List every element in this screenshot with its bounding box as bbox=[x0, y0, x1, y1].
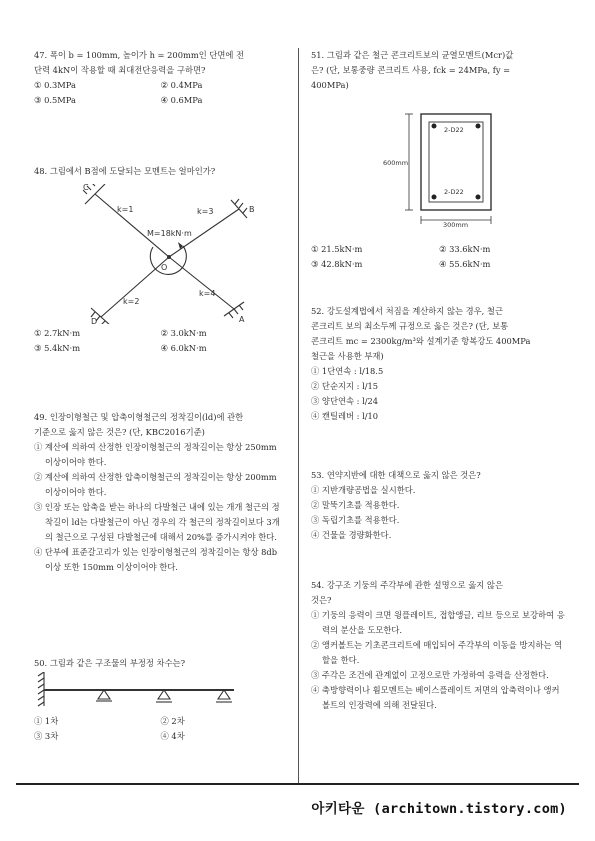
question-51-line-2: 은? (단, 보통중량 콘크리트 사용, fck = 24MPa, fy = bbox=[311, 65, 511, 75]
label-b: B bbox=[249, 205, 255, 214]
question-48-options bbox=[34, 326, 287, 356]
stiffness-k3: k=3 bbox=[197, 207, 214, 216]
option-2[interactable]: ② 2차 bbox=[160, 716, 185, 726]
column-divider bbox=[298, 48, 299, 783]
moment-arrow bbox=[150, 246, 186, 274]
option-1[interactable]: ① 0.3MPa bbox=[34, 80, 76, 90]
beam-section-figure bbox=[383, 110, 503, 228]
question-48-text: 48. 그림에서 B점에 도달되는 모멘트는 얼마인가? bbox=[34, 166, 216, 176]
option-1[interactable]: ① 기둥의 응력이 크면 윙플레이트, 접합앵글, 리브 등으로 보강하여 응력의 분산을 도모한다. bbox=[311, 610, 565, 635]
question-47-line-1: 47. 폭이 b = 100mm, 높이가 h = 200mm인 단면에 전 bbox=[34, 50, 245, 60]
label-d: D bbox=[91, 317, 98, 324]
moment-distribution-figure bbox=[79, 184, 279, 324]
moment-label: M=18kN·m bbox=[147, 229, 192, 238]
question-50-text: 50. 그림과 같은 구조물의 부정정 차수는? bbox=[34, 658, 186, 668]
member-od bbox=[101, 257, 169, 317]
footer-source: 아키타운 (architown.tistory.com) bbox=[311, 801, 567, 817]
pin-support-1 bbox=[98, 690, 110, 699]
fixed-support-b bbox=[231, 199, 247, 218]
question-47-line-2: 단력 4kN이 작용할 때 최대전단응력을 구하면? bbox=[34, 65, 206, 75]
stiffness-k2: k=2 bbox=[123, 297, 140, 306]
question-48 bbox=[34, 164, 287, 353]
bottom-bar-left bbox=[432, 195, 437, 200]
question-51-line-1: 51. 그림과 같은 철근 콘크리트보의 균열모멘트(Mcr)값 bbox=[311, 50, 514, 60]
option-4[interactable]: ④ 4차 bbox=[160, 731, 185, 741]
option-4[interactable]: ④ 단부에 표준갈고리가 있는 인장이형철근의 정착길이는 항상 8db 이상 또한 150mm 이상이어야 한다. bbox=[34, 547, 278, 572]
question-54-line-1: 54. 강구조 기둥의 주각부에 관한 설명으로 옳지 않은 bbox=[311, 580, 503, 590]
question-49-line-2: 기준으로 옳지 않은 것은? (단, KBC2016기준) bbox=[34, 427, 205, 437]
option-1[interactable]: ① 1단연속 : l/18.5 bbox=[311, 366, 384, 376]
option-3[interactable]: ③ 5.4kN·m bbox=[34, 343, 81, 353]
member-oa bbox=[169, 257, 234, 309]
roller-support-2 bbox=[218, 690, 230, 699]
option-3[interactable]: ③ 인장 또는 압축을 받는 하나의 다발철근 내에 있는 개개 철근의 정착길이 ld는 다발철근이 아닌 경우의 각 철근의 정착길이보다 3개의 철근으로 구성된 다발철근에 대해서 20%를 증가시켜야 한다. bbox=[34, 502, 280, 542]
footer-divider bbox=[16, 783, 579, 785]
question-50 bbox=[34, 656, 287, 741]
option-2[interactable]: ② 말뚝기초를 적용한다. bbox=[311, 500, 400, 510]
option-4[interactable]: ④ 6.0kN·m bbox=[160, 343, 207, 353]
top-bar-right bbox=[476, 124, 481, 129]
question-47 bbox=[34, 48, 287, 108]
option-1[interactable]: ① 21.5kN·m bbox=[311, 244, 363, 254]
question-47-options bbox=[34, 78, 287, 108]
label-o: O bbox=[161, 263, 168, 272]
question-49-line-1: 49. 인장이형철근 및 압축이형철근의 정착길이(ld)에 관한 bbox=[34, 412, 244, 422]
label-c: C bbox=[83, 184, 89, 192]
option-1[interactable]: ① 지반개량공법을 실시한다. bbox=[311, 485, 416, 495]
option-4[interactable]: ④ 0.6MPa bbox=[160, 95, 203, 105]
member-oc bbox=[95, 194, 169, 257]
option-4[interactable]: ④ 캔틸레버 : l/10 bbox=[311, 411, 379, 421]
option-2[interactable]: ② 단순지지 : l/15 bbox=[311, 381, 379, 391]
option-2[interactable]: ② 3.0kN·m bbox=[160, 328, 207, 338]
question-52-line-2: 콘크리트 보의 최소두께 규정으로 옳은 것은? (단, 보통 bbox=[311, 321, 509, 331]
option-2[interactable]: ② 0.4MPa bbox=[160, 80, 203, 90]
question-52 bbox=[311, 304, 567, 424]
option-3[interactable]: ③ 독립기초를 적용한다. bbox=[311, 515, 400, 525]
question-53-text: 53. 연약지반에 대한 대책으로 옳지 않은 것은? bbox=[311, 470, 481, 480]
question-49 bbox=[34, 410, 287, 575]
question-54 bbox=[311, 578, 567, 713]
option-3[interactable]: ③ 42.8kN·m bbox=[311, 259, 363, 269]
joint-o bbox=[167, 255, 171, 259]
width-label: 300mm bbox=[443, 221, 469, 228]
question-53 bbox=[311, 468, 567, 543]
question-51-options bbox=[311, 242, 567, 272]
question-54-line-2: 것은? bbox=[311, 595, 332, 605]
option-4[interactable]: ④ 축방향력이나 휨모멘트는 베이스플레이트 저면의 압축력이나 앵커볼트의 인장력에 의해 전달된다. bbox=[311, 685, 560, 710]
roller-support-1 bbox=[158, 690, 170, 699]
option-4[interactable]: ④ 55.6kN·m bbox=[439, 259, 491, 269]
bottom-bars-label: 2-D22 bbox=[444, 188, 464, 196]
stiffness-k1: k=1 bbox=[117, 205, 134, 214]
structure-figure bbox=[34, 672, 264, 712]
question-51 bbox=[311, 48, 567, 269]
top-bars-label: 2-D22 bbox=[444, 126, 464, 134]
option-3[interactable]: ③ 양단연속 : l/24 bbox=[311, 396, 379, 406]
option-4[interactable]: ④ 건물을 경량화한다. bbox=[311, 530, 392, 540]
option-2[interactable]: ② 앵커볼트는 기초콘크리트에 매입되어 주각부의 이동을 방지하는 역할을 한다. bbox=[311, 640, 563, 665]
question-50-options bbox=[34, 714, 287, 744]
option-3[interactable]: ③ 주각은 조건에 관계없이 고정으로만 가정하여 응력을 산정한다. bbox=[311, 670, 549, 680]
stiffness-k4: k=4 bbox=[199, 289, 216, 298]
question-52-line-4: 철근을 사용한 부재) bbox=[311, 351, 384, 361]
option-2[interactable]: ② 계산에 의하여 산정한 압축이형철근의 정착길이는 항상 200mm 이상이어야 한다. bbox=[34, 472, 277, 497]
option-2[interactable]: ② 33.6kN·m bbox=[439, 244, 491, 254]
option-3[interactable]: ③ 3차 bbox=[34, 731, 59, 741]
option-1[interactable]: ① 계산에 의하여 산정한 인장이형철근의 정착길이는 항상 250mm 이상이어야 한다. bbox=[34, 442, 277, 467]
option-3[interactable]: ③ 0.5MPa bbox=[34, 95, 76, 105]
bottom-bar-right bbox=[476, 195, 481, 200]
option-1[interactable]: ① 1차 bbox=[34, 716, 59, 726]
question-52-line-3: 콘크리트 mc = 2300kg/m³와 설계기준 항복강도 400MPa bbox=[311, 336, 531, 346]
label-a: A bbox=[239, 315, 245, 324]
question-52-line-1: 52. 강도설계법에서 처짐을 계산하지 않는 경우, 철근 bbox=[311, 306, 503, 316]
height-label: 600mm bbox=[383, 159, 409, 167]
top-bar-left bbox=[432, 124, 437, 129]
question-51-line-3: 400MPa) bbox=[311, 80, 349, 90]
option-1[interactable]: ① 2.7kN·m bbox=[34, 328, 81, 338]
